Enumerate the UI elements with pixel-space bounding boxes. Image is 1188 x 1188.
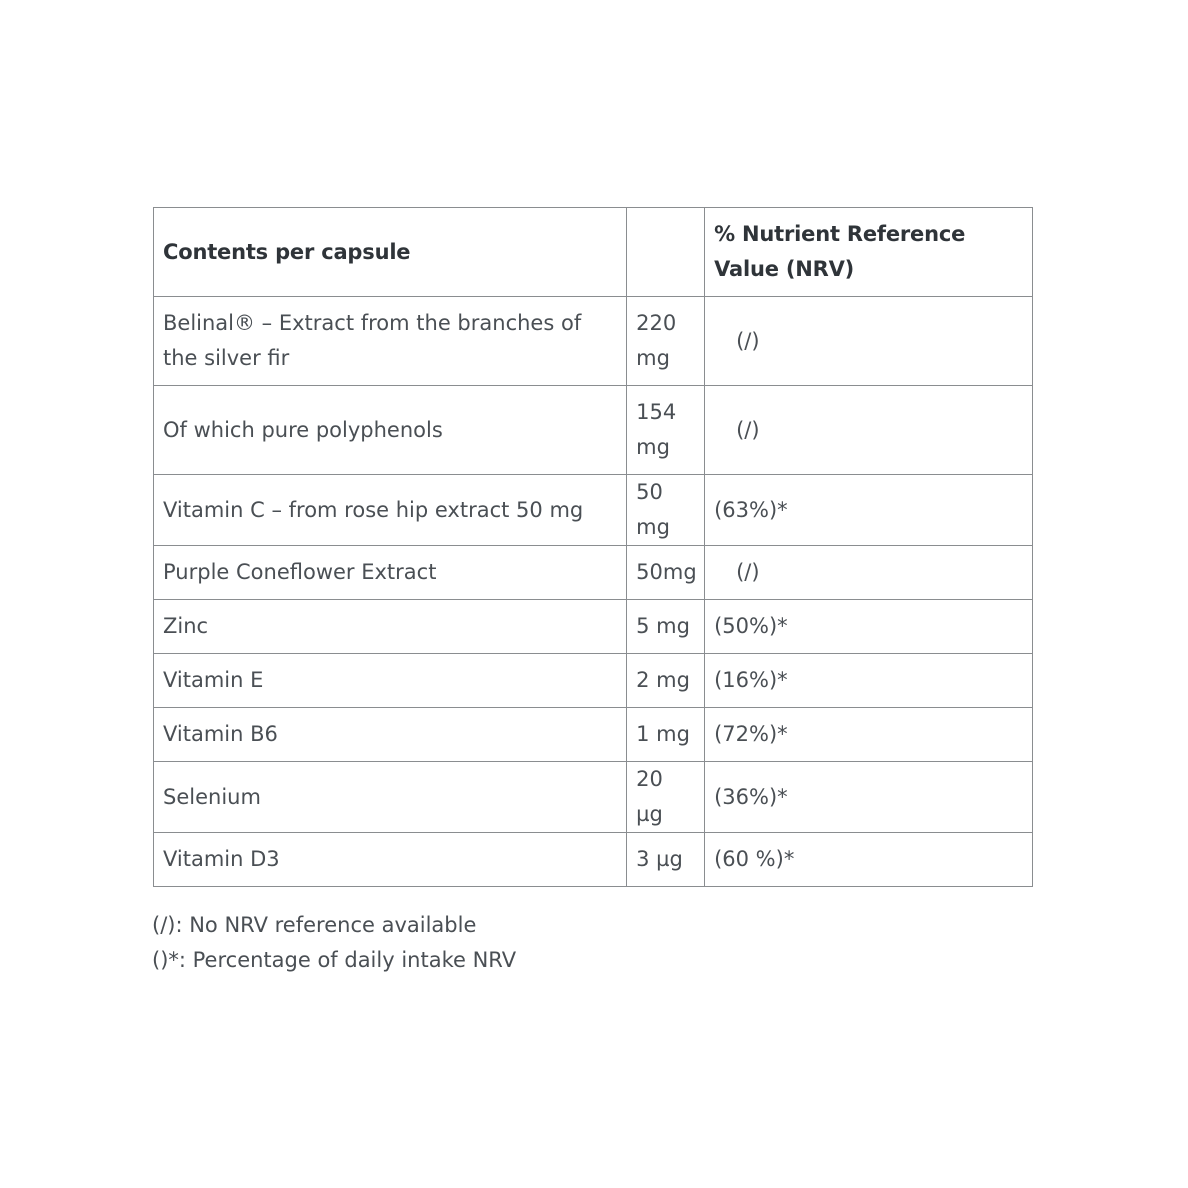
ingredient-name: Belinal® – Extract from the branches of the silver fir <box>154 297 627 386</box>
ingredient-nrv: (/) <box>705 546 1033 600</box>
header-amount <box>627 208 705 297</box>
ingredient-name: Vitamin C – from rose hip extract 50 mg <box>154 475 627 546</box>
ingredient-name: Of which pure polyphenols <box>154 386 627 475</box>
ingredient-amount: 5 mg <box>627 600 705 654</box>
ingredient-amount: 50mg <box>627 546 705 600</box>
ingredient-nrv: (/) <box>705 386 1033 475</box>
ingredient-nrv: (36%)* <box>705 762 1033 833</box>
ingredient-name: Zinc <box>154 600 627 654</box>
ingredient-name: Vitamin D3 <box>154 833 627 887</box>
table-row <box>154 386 1033 475</box>
ingredient-nrv: (50%)* <box>705 600 1033 654</box>
table-row <box>154 833 1033 887</box>
ingredient-nrv: (60 %)* <box>705 833 1033 887</box>
table-row <box>154 297 1033 386</box>
table-row <box>154 654 1033 708</box>
ingredient-name: Vitamin E <box>154 654 627 708</box>
ingredient-amount: 220 mg <box>627 297 705 386</box>
ingredient-amount: 154 mg <box>627 386 705 475</box>
ingredient-amount: 2 mg <box>627 654 705 708</box>
table-row <box>154 708 1033 762</box>
table-row <box>154 475 1033 546</box>
header-contents-per-capsule: Contents per capsule <box>154 208 627 297</box>
table-row <box>154 546 1033 600</box>
ingredient-nrv: (16%)* <box>705 654 1033 708</box>
header-nrv: % Nutrient Reference Value (NRV) <box>705 208 1033 297</box>
ingredient-nrv: (72%)* <box>705 708 1033 762</box>
nutrition-table <box>153 207 1033 887</box>
ingredient-name: Purple Coneflower Extract <box>154 546 627 600</box>
ingredient-nrv: (63%)* <box>705 475 1033 546</box>
table-header-row <box>154 208 1033 297</box>
ingredient-amount: 3 µg <box>627 833 705 887</box>
ingredient-name: Selenium <box>154 762 627 833</box>
footnote-daily-intake: ()*: Percentage of daily intake NRV <box>152 948 517 972</box>
ingredient-nrv: (/) <box>705 297 1033 386</box>
ingredient-amount: 1 mg <box>627 708 705 762</box>
table-row <box>154 762 1033 833</box>
ingredient-amount: 50 mg <box>627 475 705 546</box>
footnotes <box>152 908 516 978</box>
footnote-no-nrv: (/): No NRV reference available <box>152 913 477 937</box>
ingredient-name: Vitamin B6 <box>154 708 627 762</box>
table-row <box>154 600 1033 654</box>
ingredient-amount: 20 µg <box>627 762 705 833</box>
